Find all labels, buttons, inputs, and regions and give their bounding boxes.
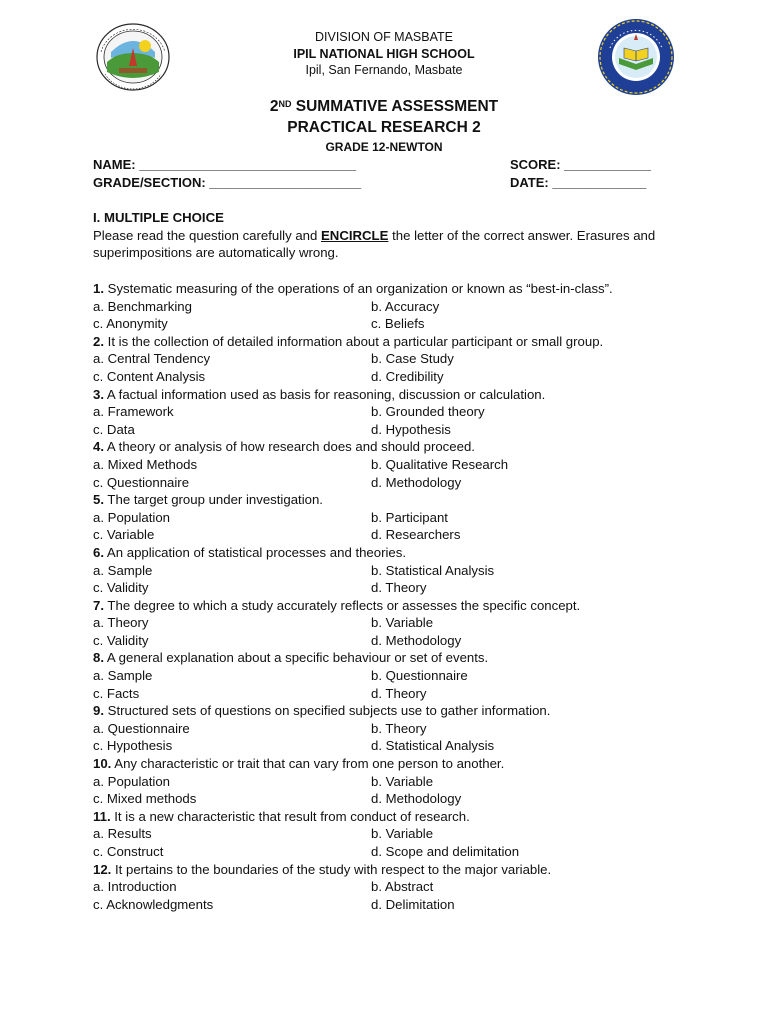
question-text: Structured sets of questions on specified subjects use to gather information. [104, 703, 551, 719]
choice-option[interactable]: a. Results [93, 826, 152, 842]
title-line-1 [0, 96, 768, 117]
question-stem [93, 702, 693, 720]
question-item [93, 649, 693, 702]
choice-option[interactable]: a. Framework [93, 404, 174, 420]
choice-option[interactable]: d. Methodology [371, 474, 462, 490]
title-ordinal: 2 [269, 98, 279, 115]
choice-option[interactable]: c. Beliefs [371, 316, 425, 332]
question-number: 6. [93, 544, 104, 560]
question-number: 9. [93, 703, 104, 719]
choice-option[interactable]: c. Mixed methods [93, 791, 197, 807]
field-row-2 [93, 174, 683, 192]
choice-row [93, 773, 693, 791]
question-text: A general explanation about a specific behaviour or set of events. [104, 650, 489, 666]
choice-option[interactable]: b. Grounded theory [371, 404, 485, 420]
choice-row [93, 878, 693, 896]
question-list [93, 280, 693, 913]
question-stem [93, 438, 693, 456]
choice-option[interactable]: a. Mixed Methods [93, 456, 198, 472]
choice-row [93, 298, 693, 316]
choice-option[interactable]: d. Methodology [371, 632, 462, 648]
choice-option[interactable]: b. Variable [371, 773, 434, 789]
choice-option[interactable]: b. Qualitative Research [371, 456, 509, 472]
question-item [93, 544, 693, 597]
question-stem [93, 386, 693, 404]
grade-section-title: GRADE 12-NEWTON [325, 140, 443, 154]
question-number: 2. [93, 333, 104, 349]
question-item [93, 386, 693, 439]
score-field[interactable]: SCORE: ____________ [510, 157, 651, 172]
choice-option[interactable]: a. Benchmarking [93, 298, 192, 314]
school-name: IPIL NATIONAL HIGH SCHOOL [293, 46, 475, 61]
question-text: The target group under investigation. [104, 492, 323, 508]
question-stem [93, 597, 693, 615]
choice-row [93, 350, 693, 368]
question-number: 3. [93, 386, 104, 402]
instr-after: the letter of the correct answer. Erasures and superimpositions are automatically wrong. [93, 227, 656, 261]
choice-option[interactable]: a. Sample [93, 668, 153, 684]
choice-row [93, 579, 693, 597]
choice-row [93, 474, 693, 492]
choice-option[interactable]: b. Variable [371, 615, 434, 631]
question-item [93, 333, 693, 386]
question-item [93, 808, 693, 861]
choice-option[interactable]: d. Methodology [371, 791, 462, 807]
question-item [93, 702, 693, 755]
question-number: 7. [93, 597, 104, 613]
question-item [93, 861, 693, 914]
subject-title: PRACTICAL RESEARCH 2 [287, 119, 481, 136]
choice-option[interactable]: d. Credibility [371, 368, 444, 384]
question-stem [93, 544, 693, 562]
question-stem [93, 755, 693, 773]
question-item [93, 597, 693, 650]
grade-section-field[interactable]: GRADE/SECTION: _____________________ [93, 175, 362, 190]
choice-option[interactable]: d. Theory [371, 685, 427, 701]
choice-option[interactable]: a. Central Tendency [93, 351, 211, 367]
question-item [93, 280, 693, 333]
choice-option[interactable]: d. Delimitation [371, 896, 455, 912]
question-number: 12. [93, 861, 112, 877]
question-number: 10. [93, 756, 112, 772]
choice-option[interactable]: b. Statistical Analysis [371, 562, 495, 578]
choice-row [93, 667, 693, 685]
question-text: A factual information used as basis for reasoning, discussion or calculation. [104, 386, 546, 402]
question-text: It is a new characteristic that result from conduct of research. [110, 808, 470, 824]
question-item [93, 438, 693, 491]
question-stem [93, 861, 693, 879]
choice-option[interactable]: b. Participant [371, 509, 448, 525]
choice-option[interactable]: c. Anonymity [93, 316, 168, 332]
choice-option[interactable]: b. Abstract [371, 879, 434, 895]
choice-row [93, 896, 693, 914]
choice-row [93, 562, 693, 580]
choice-option[interactable]: c. Facts [93, 685, 140, 701]
question-number: 1. [93, 281, 104, 296]
choice-option[interactable]: b. Theory [371, 720, 427, 736]
question-text: It pertains to the boundaries of the study with respect to the major variable. [111, 861, 552, 877]
choice-row [93, 509, 693, 527]
question-stem [93, 491, 693, 509]
choice-option[interactable]: c. Data [93, 421, 135, 437]
division-name: DIVISION OF MASBATE [315, 30, 453, 44]
choice-option[interactable]: b. Case Study [371, 351, 454, 367]
question-stem [93, 280, 693, 298]
choice-row [93, 737, 693, 755]
choice-option[interactable]: c. Content Analysis [93, 368, 206, 384]
exam-title [0, 96, 768, 155]
choice-option[interactable]: d. Theory [371, 580, 427, 596]
choice-row [93, 790, 693, 808]
choice-option[interactable]: c. Construct [93, 844, 164, 859]
choice-row [93, 403, 693, 421]
date-field[interactable]: DATE: _____________ [510, 175, 647, 190]
question-item [93, 491, 693, 544]
question-item [93, 755, 693, 808]
field-row-1 [93, 156, 683, 174]
choice-option[interactable]: a. Questionnaire [93, 720, 190, 736]
student-info-fields [93, 156, 683, 192]
choice-option[interactable]: c. Questionnaire [93, 474, 190, 490]
choice-row [93, 526, 693, 544]
instr-before: Please read the question carefully and [93, 227, 321, 243]
choice-option[interactable]: a. Introduction [93, 879, 177, 895]
question-text: It is the collection of detailed information about a particular participant or small group. [104, 333, 604, 349]
choice-option[interactable]: d. Statistical Analysis [371, 738, 495, 754]
question-number: 11. [93, 808, 111, 824]
question-number: 4. [93, 439, 104, 455]
choice-row [93, 685, 693, 703]
question-text: An application of statistical processes and theories. [104, 544, 407, 560]
choice-row [93, 315, 693, 333]
choice-option[interactable]: c. Validity [93, 632, 149, 648]
title-rest: SUMMATIVE ASSESSMENT [291, 98, 499, 115]
choice-row [93, 368, 693, 386]
choice-option[interactable]: a. Population [93, 509, 170, 525]
school-header [0, 29, 768, 79]
choice-row [93, 720, 693, 738]
question-stem [93, 808, 693, 826]
question-stem [93, 333, 693, 351]
choice-option[interactable]: c. Hypothesis [93, 738, 173, 754]
choice-row [93, 456, 693, 474]
choice-option[interactable]: c. Validity [93, 580, 149, 596]
question-text: A theory or analysis of how research does and should proceed. [104, 439, 475, 455]
question-text: The degree to which a study accurately reflects or assesses the specific concept. [104, 597, 581, 613]
choice-row [93, 421, 693, 439]
question-text: Any characteristic or trait that can vary from one person to another. [111, 756, 505, 772]
choice-row [93, 843, 693, 861]
question-text: Systematic measuring of the operations of an organization or known as “best-in-class”. [104, 281, 613, 296]
question-number: 8. [93, 650, 104, 666]
question-stem [93, 649, 693, 667]
choice-option[interactable]: b. Accuracy [371, 298, 440, 314]
title-ordinal-suffix: ND [278, 99, 292, 109]
choice-row [93, 632, 693, 650]
choice-option[interactable]: d. Hypothesis [371, 421, 451, 437]
choice-option[interactable]: b. Variable [371, 826, 434, 842]
instr-emphasis: ENCIRCLE [321, 227, 389, 243]
choice-option[interactable]: a. Sample [93, 562, 153, 578]
question-number: 5. [93, 492, 104, 508]
choice-option[interactable]: a. Population [93, 773, 170, 789]
choice-option[interactable]: d. Scope and delimitation [371, 844, 520, 859]
name-field[interactable]: NAME: ______________________________ [93, 157, 357, 172]
choice-option[interactable]: c. Variable [93, 527, 155, 543]
choice-option[interactable]: d. Researchers [371, 527, 461, 543]
school-address: Ipil, San Fernando, Masbate [305, 63, 463, 77]
choice-row [93, 614, 693, 632]
choice-option[interactable]: c. Acknowledgments [93, 896, 214, 912]
choice-row [93, 825, 693, 843]
choice-option[interactable]: b. Questionnaire [371, 668, 468, 684]
section-title: I. MULTIPLE CHOICE [93, 210, 224, 225]
multiple-choice-section [93, 209, 683, 262]
instructions [93, 227, 683, 262]
choice-option[interactable]: a. Theory [93, 615, 149, 631]
